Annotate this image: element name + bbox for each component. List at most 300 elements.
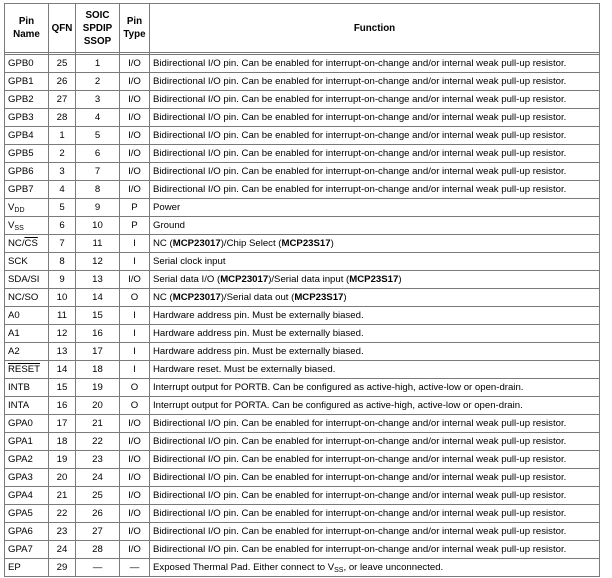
header-qfn-label: QFN — [51, 22, 73, 34]
qfn-number: 22 — [56, 508, 68, 519]
header-soic-line1: SOIC — [85, 9, 110, 21]
function-text: Bidirectional I/O pin. Can be enabled for interrupt-on-change and/or internal weak pull-up resistor. — [153, 490, 567, 501]
pin-type: I/O — [128, 94, 141, 105]
pin-type: I/O — [128, 508, 141, 519]
pin-name: GPA7 — [8, 544, 33, 555]
pin-name: V — [8, 220, 15, 231]
function-cell — [150, 379, 600, 397]
soic-cell — [76, 217, 120, 235]
header-pin-type-line2: Type — [123, 29, 146, 40]
function-text: Hardware reset. Must be externally biased. — [153, 364, 336, 375]
qfn-number: 19 — [56, 454, 68, 465]
function-part: NC ( — [153, 292, 173, 303]
pin-type: P — [131, 202, 138, 213]
soic-number: 17 — [92, 346, 103, 357]
function-cell — [150, 307, 600, 325]
qfn-number: 4 — [59, 184, 65, 195]
soic-number: 4 — [94, 112, 101, 123]
pin-name-cell — [5, 379, 49, 397]
function-part-part-number: MCP23S17 — [349, 274, 399, 285]
pin-type-cell — [120, 181, 150, 199]
table-row — [5, 91, 600, 109]
table-row — [5, 469, 600, 487]
soic-cell — [76, 55, 120, 73]
pin-name: A2 — [8, 346, 20, 357]
function-cell — [150, 559, 600, 577]
table-row — [5, 145, 600, 163]
soic-cell — [76, 397, 120, 415]
pin-type: O — [130, 382, 139, 393]
pin-name-cell — [5, 361, 49, 379]
soic-number: 9 — [94, 202, 101, 213]
soic-number: 23 — [92, 454, 103, 465]
qfn-number: 26 — [56, 76, 68, 87]
table-row — [5, 325, 600, 343]
function-text: Bidirectional I/O pin. Can be enabled for interrupt-on-change and/or internal weak pull-up resistor. — [153, 94, 567, 105]
pin-name-cell — [5, 523, 49, 541]
table-body — [5, 53, 600, 577]
function-cell — [150, 505, 600, 523]
pin-type: I/O — [128, 166, 141, 177]
qfn-cell — [49, 199, 76, 217]
pin-name-overline: $\overline{CS}$ — [24, 238, 38, 249]
qfn-cell — [49, 73, 76, 91]
soic-number: 20 — [92, 400, 103, 411]
function-text: Hardware address pin. Must be externally biased. — [153, 346, 364, 357]
soic-number: 18 — [92, 364, 103, 375]
table-row — [5, 379, 600, 397]
function-part: ) — [398, 274, 402, 285]
function-text: Ground — [153, 220, 185, 231]
soic-number: 27 — [92, 526, 103, 537]
pin-name-cell — [5, 91, 49, 109]
soic-cell — [76, 127, 120, 145]
function-part: NC ( — [153, 238, 173, 249]
soic-number: 26 — [92, 508, 103, 519]
pin-name: GPA0 — [8, 418, 33, 429]
soic-cell — [76, 343, 120, 361]
pin-name-cell — [5, 433, 49, 451]
qfn-number: 8 — [59, 256, 65, 267]
pin-type: I/O — [128, 454, 141, 465]
pin-type-cell — [120, 433, 150, 451]
pin-name-cell — [5, 253, 49, 271]
function-cell — [150, 541, 600, 559]
qfn-number: 23 — [56, 526, 68, 537]
function-text: Bidirectional I/O pin. Can be enabled for interrupt-on-change and/or internal weak pull-up resistor. — [153, 184, 567, 195]
pin-name-cell — [5, 163, 49, 181]
function-part: , or leave unconnected. — [343, 562, 444, 573]
soic-cell — [76, 325, 120, 343]
soic-number: 6 — [94, 148, 101, 159]
function-part: Serial data I/O ( — [153, 274, 221, 285]
pin-type-cell — [120, 253, 150, 271]
soic-cell — [76, 253, 120, 271]
soic-cell — [76, 487, 120, 505]
soic-number: 2 — [94, 76, 101, 87]
table-row — [5, 271, 600, 289]
pin-name: EP — [8, 562, 21, 573]
pin-type-cell — [120, 415, 150, 433]
soic-cell — [76, 307, 120, 325]
soic-cell — [76, 415, 120, 433]
qfn-number: 28 — [56, 112, 68, 123]
function-text: Bidirectional I/O pin. Can be enabled for interrupt-on-change and/or internal weak pull-up resistor. — [153, 544, 567, 555]
soic-number: — — [92, 562, 103, 573]
header-qfn — [49, 4, 76, 53]
qfn-cell — [49, 109, 76, 127]
qfn-number: 12 — [56, 328, 68, 339]
qfn-cell — [49, 451, 76, 469]
header-pin-type-line1: Pin — [126, 16, 143, 27]
pin-type: P — [131, 220, 138, 231]
pin-name-cell — [5, 217, 49, 235]
qfn-cell — [49, 127, 76, 145]
qfn-number: 29 — [56, 562, 68, 573]
pin-type: I — [133, 346, 136, 357]
pin-type-cell — [120, 505, 150, 523]
pin-type-cell — [120, 469, 150, 487]
qfn-number: 16 — [56, 400, 68, 411]
qfn-cell — [49, 505, 76, 523]
function-part: ) — [330, 238, 334, 249]
pin-type: I/O — [128, 544, 141, 555]
pin-type-cell — [120, 271, 150, 289]
qfn-number: 18 — [56, 436, 68, 447]
soic-number: 28 — [92, 544, 103, 555]
soic-number: 13 — [92, 274, 103, 285]
pin-type-cell — [120, 559, 150, 577]
qfn-number: 14 — [56, 364, 68, 375]
function-cell — [150, 271, 600, 289]
qfn-number: 9 — [59, 274, 65, 285]
function-cell — [150, 415, 600, 433]
qfn-number: 6 — [59, 220, 65, 231]
qfn-number: 25 — [56, 58, 68, 69]
pin-name-cell — [5, 181, 49, 199]
pin-name: NC/SO — [8, 292, 39, 303]
pin-type: O — [130, 400, 139, 411]
function-part: Exposed Thermal Pad. Either connect to V — [153, 562, 335, 573]
pin-type: O — [130, 292, 139, 303]
soic-number: 15 — [92, 310, 103, 321]
function-cell — [150, 145, 600, 163]
soic-number: 21 — [92, 418, 103, 429]
function-cell — [150, 199, 600, 217]
qfn-cell — [49, 271, 76, 289]
pin-type-cell — [120, 55, 150, 73]
pin-name: GPB3 — [8, 112, 34, 123]
soic-cell — [76, 271, 120, 289]
function-text: Serial clock input — [153, 256, 226, 267]
table-row — [5, 73, 600, 91]
table-row — [5, 217, 600, 235]
qfn-cell — [49, 487, 76, 505]
function-cell — [150, 289, 600, 307]
pin-type-cell — [120, 487, 150, 505]
qfn-number: 24 — [56, 544, 68, 555]
pin-type: I — [133, 364, 136, 375]
soic-number: 5 — [94, 130, 101, 141]
function-cell — [150, 235, 600, 253]
function-text: Bidirectional I/O pin. Can be enabled for interrupt-on-change and/or internal weak pull-up resistor. — [153, 166, 567, 177]
function-part: SS — [334, 567, 344, 574]
pin-name: GPA5 — [8, 508, 33, 519]
pin-name: GPB5 — [8, 148, 34, 159]
table-row — [5, 487, 600, 505]
qfn-cell — [49, 289, 76, 307]
soic-cell — [76, 505, 120, 523]
function-cell — [150, 163, 600, 181]
table-row — [5, 253, 600, 271]
pin-name-cell — [5, 145, 49, 163]
qfn-cell — [49, 343, 76, 361]
pin-type: I — [133, 256, 136, 267]
table-row — [5, 523, 600, 541]
qfn-number: 13 — [56, 346, 68, 357]
pin-name-subscript: DD — [14, 207, 25, 214]
function-text: Bidirectional I/O pin. Can be enabled for interrupt-on-change and/or internal weak pull-up resistor. — [153, 130, 567, 141]
pin-type: I/O — [128, 76, 141, 87]
pin-type: I — [133, 238, 136, 249]
function-text: Power — [153, 202, 181, 213]
table-row — [5, 307, 600, 325]
pin-type-cell — [120, 379, 150, 397]
function-cell — [150, 523, 600, 541]
header-function-label: Function — [353, 22, 396, 34]
pin-name: GPB0 — [8, 58, 34, 69]
pin-function-table — [4, 3, 600, 577]
function-part: )/Serial data input ( — [268, 274, 350, 285]
function-part: )/Chip Select ( — [220, 238, 282, 249]
table-row — [5, 343, 600, 361]
pin-type-cell — [120, 109, 150, 127]
header-pin-name — [5, 4, 49, 53]
header-soic — [76, 4, 120, 53]
function-cell — [150, 325, 600, 343]
function-cell — [150, 469, 600, 487]
table-row — [5, 541, 600, 559]
qfn-number: 27 — [56, 94, 68, 105]
soic-cell — [76, 361, 120, 379]
soic-cell — [76, 523, 120, 541]
table-row — [5, 163, 600, 181]
table-row — [5, 127, 600, 145]
soic-cell — [76, 451, 120, 469]
soic-number: 25 — [92, 490, 103, 501]
pin-name: INTA — [8, 400, 30, 411]
soic-number: 3 — [94, 94, 101, 105]
qfn-cell — [49, 433, 76, 451]
pin-type: I/O — [128, 490, 141, 501]
soic-cell — [76, 73, 120, 91]
qfn-number: 10 — [56, 292, 68, 303]
pin-type-cell — [120, 163, 150, 181]
pin-name: INTB — [8, 382, 30, 393]
qfn-number: 1 — [59, 130, 65, 141]
pin-type-cell — [120, 451, 150, 469]
qfn-cell — [49, 91, 76, 109]
qfn-cell — [49, 523, 76, 541]
qfn-number: 5 — [59, 202, 65, 213]
soic-number: 16 — [92, 328, 103, 339]
soic-number: 1 — [94, 58, 101, 69]
pin-type: I/O — [128, 58, 141, 69]
table-row — [5, 109, 600, 127]
pin-type-cell — [120, 541, 150, 559]
function-cell — [150, 361, 600, 379]
qfn-cell — [49, 415, 76, 433]
pin-name: SDA/SI — [8, 274, 40, 285]
function-text: Bidirectional I/O pin. Can be enabled for interrupt-on-change and/or internal weak pull-up resistor. — [153, 526, 567, 537]
pin-name: A0 — [8, 310, 20, 321]
soic-cell — [76, 163, 120, 181]
pin-name: A1 — [8, 328, 20, 339]
soic-number: 22 — [92, 436, 103, 447]
function-text: Bidirectional I/O pin. Can be enabled for interrupt-on-change and/or internal weak pull-up resistor. — [153, 472, 567, 483]
header-pin-name-line1: Pin — [18, 16, 35, 27]
pin-name: GPA3 — [8, 472, 33, 483]
pin-name-cell — [5, 289, 49, 307]
pin-name: GPB1 — [8, 76, 34, 87]
pin-type-cell — [120, 235, 150, 253]
soic-cell — [76, 145, 120, 163]
pin-name: GPA1 — [8, 436, 33, 447]
function-cell — [150, 91, 600, 109]
function-text: Bidirectional I/O pin. Can be enabled for interrupt-on-change and/or internal weak pull-up resistor. — [153, 148, 567, 159]
pin-name-overline: RESET — [8, 364, 40, 375]
soic-cell — [76, 559, 120, 577]
qfn-cell — [49, 397, 76, 415]
pin-type-cell — [120, 307, 150, 325]
qfn-number: 11 — [57, 310, 67, 321]
pin-type: I/O — [128, 274, 141, 285]
function-cell — [150, 487, 600, 505]
qfn-cell — [49, 307, 76, 325]
header-soic-line3: SSOP — [83, 35, 112, 47]
pin-name: GPB7 — [8, 184, 34, 195]
pin-type: I/O — [128, 112, 141, 123]
pin-name: GPA4 — [8, 490, 33, 501]
pin-name: V — [8, 202, 15, 213]
pin-name: GPA2 — [8, 454, 33, 465]
pin-type-cell — [120, 289, 150, 307]
pin-type: I/O — [128, 472, 141, 483]
qfn-cell — [49, 541, 76, 559]
pin-name-cell — [5, 451, 49, 469]
function-text: Bidirectional I/O pin. Can be enabled for interrupt-on-change and/or internal weak pull-up resistor. — [153, 112, 567, 123]
pin-type: I/O — [128, 418, 141, 429]
pin-type-cell — [120, 145, 150, 163]
table-row — [5, 415, 600, 433]
qfn-cell — [49, 217, 76, 235]
qfn-number: 15 — [56, 382, 68, 393]
soic-cell — [76, 289, 120, 307]
qfn-number: 2 — [59, 148, 65, 159]
soic-number: 8 — [94, 184, 101, 195]
pin-name-cell — [5, 487, 49, 505]
pin-name-cell — [5, 55, 49, 73]
pin-name-cell — [5, 397, 49, 415]
function-text: Bidirectional I/O pin. Can be enabled for interrupt-on-change and/or internal weak pull-up resistor. — [153, 418, 567, 429]
pin-name-cell — [5, 235, 49, 253]
function-text: Bidirectional I/O pin. Can be enabled for interrupt-on-change and/or internal weak pull-up resistor. — [153, 58, 567, 69]
pin-name: NC/ — [8, 238, 25, 249]
function-cell — [150, 109, 600, 127]
soic-cell — [76, 433, 120, 451]
qfn-cell — [49, 253, 76, 271]
soic-number: 19 — [92, 382, 103, 393]
pin-type: I/O — [128, 184, 141, 195]
qfn-number: 7 — [59, 238, 65, 249]
table-row — [5, 559, 600, 577]
pin-name-cell — [5, 541, 49, 559]
table-row — [5, 289, 600, 307]
function-text: Hardware address pin. Must be externally biased. — [153, 310, 364, 321]
pin-type: I/O — [128, 436, 141, 447]
table-row — [5, 181, 600, 199]
pin-name-cell — [5, 469, 49, 487]
function-text: Bidirectional I/O pin. Can be enabled for interrupt-on-change and/or internal weak pull-up resistor. — [153, 436, 567, 447]
qfn-number: 17 — [56, 418, 68, 429]
pin-name: GPA6 — [8, 526, 33, 537]
qfn-number: 21 — [56, 490, 68, 501]
soic-cell — [76, 91, 120, 109]
pin-name: GPB2 — [8, 94, 34, 105]
pin-table-container — [4, 3, 600, 577]
soic-cell — [76, 109, 120, 127]
pin-name-cell — [5, 199, 49, 217]
qfn-cell — [49, 55, 76, 73]
table-header-row — [5, 4, 600, 53]
function-cell — [150, 433, 600, 451]
qfn-cell — [49, 325, 76, 343]
pin-type-cell — [120, 91, 150, 109]
header-soic-line2: SPDIP — [82, 22, 113, 34]
qfn-cell — [49, 379, 76, 397]
function-text: Hardware address pin. Must be externally biased. — [153, 328, 364, 339]
soic-cell — [76, 379, 120, 397]
pin-name-cell — [5, 109, 49, 127]
header-pin-type — [120, 4, 150, 53]
soic-number: 11 — [92, 238, 103, 249]
table-row — [5, 55, 600, 73]
pin-type: I/O — [128, 526, 141, 537]
soic-number: 7 — [94, 166, 101, 177]
table-row — [5, 397, 600, 415]
function-part: ) — [343, 292, 347, 303]
qfn-cell — [49, 361, 76, 379]
soic-number: 10 — [92, 220, 103, 231]
soic-cell — [76, 235, 120, 253]
pin-type: I — [133, 328, 136, 339]
function-cell — [150, 217, 600, 235]
function-part-part-number: MCP23S17 — [294, 292, 344, 303]
pin-type-cell — [120, 199, 150, 217]
pin-name-cell — [5, 307, 49, 325]
table-row — [5, 361, 600, 379]
pin-type: I — [133, 310, 136, 321]
soic-number: 12 — [92, 256, 103, 267]
pin-name: SCK — [8, 256, 28, 267]
pin-type-cell — [120, 361, 150, 379]
function-cell — [150, 397, 600, 415]
pin-name-cell — [5, 127, 49, 145]
pin-name: GPB6 — [8, 166, 34, 177]
soic-cell — [76, 181, 120, 199]
pin-type-cell — [120, 343, 150, 361]
soic-number: 14 — [92, 292, 103, 303]
